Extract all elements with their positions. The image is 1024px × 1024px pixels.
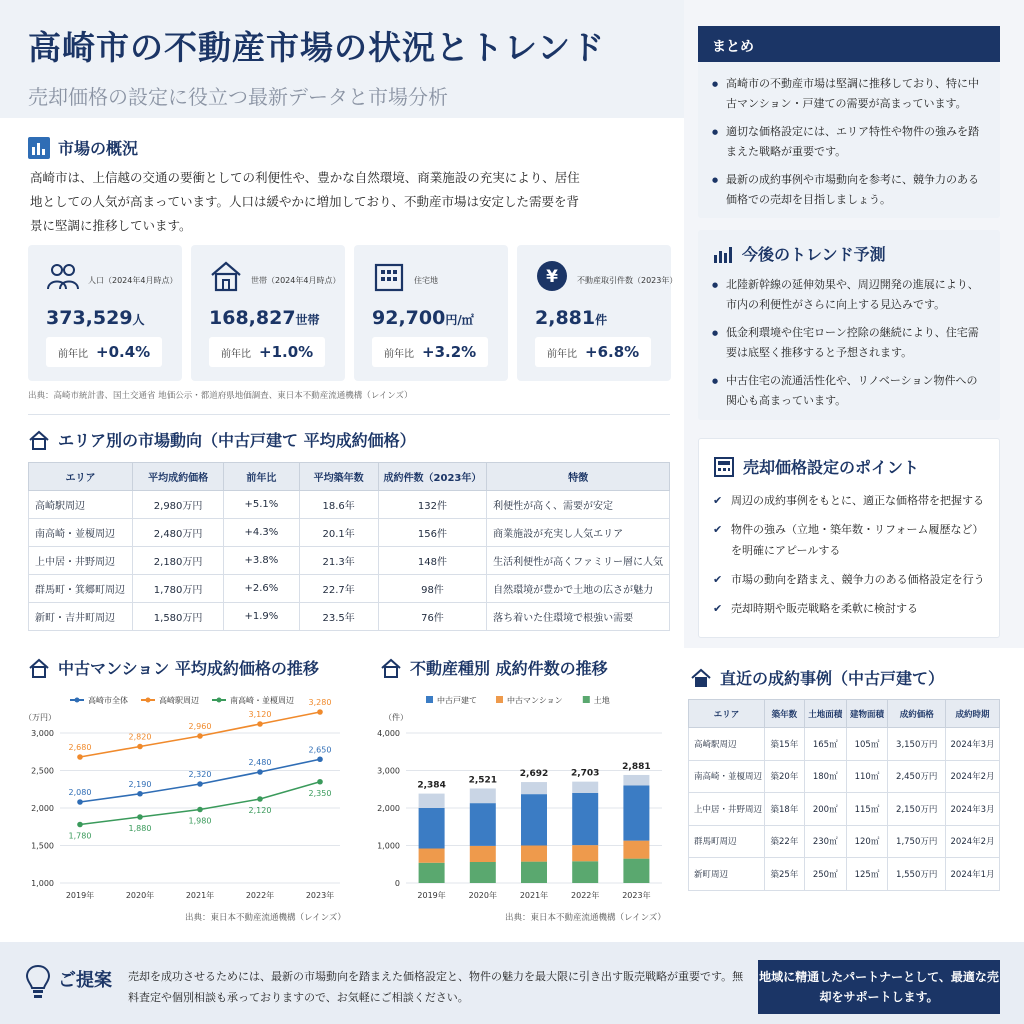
bar-segment bbox=[470, 846, 496, 862]
table-cell: +1.9% bbox=[224, 603, 299, 631]
data-point bbox=[197, 733, 203, 739]
y-tick-label: 3,000 bbox=[31, 729, 54, 738]
legend-swatch bbox=[583, 696, 590, 703]
table-cell: 22.7年 bbox=[299, 575, 378, 603]
page-title: 高崎市の不動産市場の状況とトレンド bbox=[28, 28, 606, 67]
table-cell: 165㎡ bbox=[804, 728, 846, 761]
bar-segment bbox=[623, 841, 649, 859]
table-cell: 132件 bbox=[378, 491, 486, 519]
bar-chart-title: 不動産種別 成約件数の推移 bbox=[410, 659, 608, 678]
table-cell: 200㎡ bbox=[804, 793, 846, 826]
bar-segment bbox=[521, 846, 547, 862]
table-row bbox=[29, 491, 670, 519]
table-header-cell: 築年数 bbox=[765, 700, 805, 728]
bar-total-label: 2,692 bbox=[519, 769, 549, 780]
data-point bbox=[317, 779, 323, 785]
overview-text: 高崎市は、上信越の交通の要衝としての利便性や、豊かな自然環境、商業施設の充実により、居住地としての人気が高まっています。人口は緩やかに増加しており、不動産市場は安定した需要を背景に堅調に推移しています。 bbox=[30, 170, 580, 233]
legend-marker bbox=[217, 698, 222, 703]
bar-segment bbox=[521, 794, 547, 845]
bar-segment bbox=[521, 862, 547, 883]
table-cell: 2024年2月 bbox=[946, 825, 1000, 858]
table-cell: 生活利便性が高くファミリー層に人気 bbox=[487, 547, 670, 575]
table-cell: 新町・吉井町周辺 bbox=[29, 603, 133, 631]
table-cell: 群馬町周辺 bbox=[689, 825, 765, 858]
table-header-cell: エリア bbox=[29, 463, 133, 491]
house-outline-icon bbox=[28, 429, 50, 451]
proposal-text: 売却を成功させるためには、最新の市場動向を踏まえた価格設定と、物件の魅力を最大限に引き出す販売戦略が重要です。無料査定や個別相談も承っておりますので、お気軽にご相談ください。 bbox=[128, 970, 744, 1004]
legend-entry: 高崎市全体 bbox=[88, 696, 128, 705]
kpi-card-transactions bbox=[517, 245, 678, 381]
market-overview-section bbox=[0, 118, 684, 648]
data-label: 2,080 bbox=[68, 788, 92, 797]
kpi-label: 住宅地 bbox=[414, 276, 438, 285]
data-point bbox=[257, 796, 263, 802]
x-tick-label: 2023年 bbox=[305, 891, 335, 900]
kpi-card-households bbox=[191, 245, 345, 381]
bar-chart-heading bbox=[380, 656, 608, 679]
y-tick-label: 1,000 bbox=[31, 879, 54, 888]
table-row bbox=[689, 728, 1000, 761]
data-label: 2,960 bbox=[188, 722, 212, 731]
x-tick-label: 2019年 bbox=[65, 891, 95, 900]
table-cell: 上中居・井野周辺 bbox=[29, 547, 133, 575]
pricing-point: ✔ 周辺の成約事例をもとに、適正な価格帯を把握する bbox=[713, 490, 985, 511]
table-cell: 群馬町・箕郷町周辺 bbox=[29, 575, 133, 603]
legend-entry: 南高崎・並榎周辺 bbox=[230, 696, 294, 705]
people-icon bbox=[46, 259, 80, 293]
table-cell: 156件 bbox=[378, 519, 486, 547]
bar-segment-other bbox=[470, 788, 496, 803]
summary-item: ● 適切な価格設定には、エリア特性や物件の強みを踏まえた戦略が重要です。 bbox=[712, 122, 986, 162]
table-cell: +5.1% bbox=[224, 491, 299, 519]
pricing-heading bbox=[713, 455, 985, 478]
kpi-value: 373,529人 bbox=[46, 307, 145, 329]
table-header-cell: 前年比 bbox=[224, 463, 299, 491]
table-cell: 2024年3月 bbox=[946, 728, 1000, 761]
bar-segment bbox=[623, 786, 649, 841]
data-point bbox=[137, 814, 143, 820]
house-outline-icon bbox=[28, 657, 50, 679]
x-tick-label: 2022年 bbox=[571, 891, 600, 900]
data-label: 2,650 bbox=[308, 745, 332, 755]
data-point bbox=[77, 754, 83, 760]
kpi-label: 人口（2024年4月時点） bbox=[88, 276, 178, 285]
building-icon bbox=[372, 259, 406, 293]
data-label: 3,280 bbox=[308, 698, 332, 707]
table-cell: 2,150万円 bbox=[888, 793, 946, 826]
bar-segment bbox=[572, 861, 598, 883]
kpi-yoy: 前年比 +6.8% bbox=[535, 337, 651, 367]
summary-item: ● 最新の成約事例や市場動向を参考に、競争力のある価格での売却を目指しましょう。 bbox=[712, 170, 986, 210]
x-tick-label: 2020年 bbox=[468, 891, 497, 900]
bar-segment bbox=[623, 859, 649, 883]
data-label: 2,350 bbox=[308, 788, 332, 798]
bar-segment bbox=[470, 862, 496, 883]
table-header-cell: 成約価格 bbox=[888, 700, 946, 728]
legend-marker bbox=[146, 698, 151, 703]
table-cell: 125㎡ bbox=[846, 858, 888, 891]
line-chart-title: 中古マンション 平均成約価格の推移 bbox=[58, 659, 319, 678]
data-point bbox=[197, 807, 203, 813]
data-label: 3,120 bbox=[248, 710, 272, 719]
table-cell: +4.3% bbox=[224, 519, 299, 547]
table-header-cell: 成約時期 bbox=[946, 700, 1000, 728]
table-cell: 180㎡ bbox=[804, 760, 846, 793]
bar-segment-other bbox=[572, 782, 598, 793]
data-label: 2,480 bbox=[248, 758, 272, 767]
line-chart bbox=[20, 686, 360, 908]
table-cell: 18.6年 bbox=[299, 491, 378, 519]
y-tick-label: 3,000 bbox=[377, 766, 400, 776]
yen-icon bbox=[535, 259, 569, 293]
line-chart-source: 出典：東日本不動産流通機構（レインズ） bbox=[185, 913, 346, 923]
table-cell: 120㎡ bbox=[846, 825, 888, 858]
house-outline-icon bbox=[380, 657, 402, 679]
data-point bbox=[77, 822, 83, 828]
house-icon bbox=[209, 259, 243, 293]
summary-panel bbox=[698, 62, 1000, 218]
table-row bbox=[29, 547, 670, 575]
summary-list bbox=[712, 74, 986, 210]
proposal-title: ご提案 bbox=[58, 970, 112, 991]
table-cell: 110㎡ bbox=[846, 760, 888, 793]
table-cell: 築25年 bbox=[765, 858, 805, 891]
bar-total-label: 2,384 bbox=[417, 780, 446, 791]
pricing-list bbox=[713, 490, 985, 619]
table-cell: 20.1年 bbox=[299, 519, 378, 547]
bar-chart-source: 出典：東日本不動産流通機構（レインズ） bbox=[505, 913, 666, 923]
data-label: 1,780 bbox=[68, 831, 92, 841]
table-cell: 上中居・井野周辺 bbox=[689, 793, 765, 826]
pricing-point: ✔ 市場の動向を踏まえ、競争力のある価格設定を行う bbox=[713, 569, 985, 590]
table-cell: 2,480万円 bbox=[132, 519, 223, 547]
bar-segment bbox=[419, 863, 445, 883]
bar-segment bbox=[419, 808, 445, 849]
kpi-value: 168,827世帯 bbox=[209, 307, 320, 329]
table-cell: 2,450万円 bbox=[888, 760, 946, 793]
bar-chart-icon bbox=[712, 243, 734, 265]
table-cell: 2024年3月 bbox=[946, 793, 1000, 826]
y-tick-label: 0 bbox=[394, 879, 400, 888]
house-yen-icon bbox=[690, 667, 712, 689]
table-cell: 2024年2月 bbox=[946, 760, 1000, 793]
trend-item: ● 低金利環境や住宅ローン控除の継続により、住宅需要は底堅く推移すると予想されます。 bbox=[712, 323, 986, 363]
trend-title: 今後のトレンド予測 bbox=[742, 245, 886, 264]
line-chart-heading bbox=[28, 656, 319, 679]
data-point bbox=[137, 791, 143, 797]
data-label: 2,190 bbox=[128, 779, 152, 789]
divider bbox=[28, 414, 670, 415]
legend-swatch bbox=[496, 696, 503, 703]
bar-total-label: 2,703 bbox=[570, 768, 600, 779]
table-cell: 2024年1月 bbox=[946, 858, 1000, 891]
area-table-title: エリア別の市場動向（中古戸建て 平均成約価格） bbox=[58, 431, 416, 450]
data-label: 2,120 bbox=[248, 806, 272, 815]
y-tick-label: 4,000 bbox=[377, 729, 400, 738]
table-cell: 105㎡ bbox=[846, 728, 888, 761]
data-point bbox=[257, 769, 263, 775]
bar-segment bbox=[572, 793, 598, 845]
table-cell: 230㎡ bbox=[804, 825, 846, 858]
table-cell: 250㎡ bbox=[804, 858, 846, 891]
x-tick-label: 2020年 bbox=[125, 891, 155, 900]
data-label: 2,820 bbox=[128, 732, 152, 742]
x-tick-label: 2021年 bbox=[519, 891, 549, 900]
table-header-cell: 平均成約価格 bbox=[132, 463, 223, 491]
trend-heading bbox=[712, 242, 986, 265]
table-cell: 高崎駅周辺 bbox=[689, 728, 765, 761]
table-row bbox=[689, 858, 1000, 891]
legend-entry: 中古マンション bbox=[507, 696, 563, 705]
x-tick-label: 2023年 bbox=[622, 891, 651, 900]
table-cell: 築15年 bbox=[765, 728, 805, 761]
cases-heading bbox=[690, 666, 944, 689]
table-cell: 2,180万円 bbox=[132, 547, 223, 575]
table-cell: 21.3年 bbox=[299, 547, 378, 575]
table-row bbox=[29, 603, 670, 631]
table-header-cell: 平均築年数 bbox=[299, 463, 378, 491]
pricing-point: ✔ 売却時期や販売戦略を柔軟に検討する bbox=[713, 598, 985, 619]
area-market-table bbox=[28, 462, 670, 631]
table-cell: +2.6% bbox=[224, 575, 299, 603]
table-cell: 築18年 bbox=[765, 793, 805, 826]
kpi-yoy: 前年比 +0.4% bbox=[46, 337, 162, 367]
table-cell: +3.8% bbox=[224, 547, 299, 575]
area-table-heading bbox=[28, 428, 416, 451]
y-tick-label: 2,500 bbox=[31, 766, 54, 776]
page-header bbox=[0, 0, 684, 118]
table-header-cell: 建物面積 bbox=[846, 700, 888, 728]
bar-segment bbox=[470, 803, 496, 846]
data-point bbox=[77, 799, 83, 805]
pricing-point: ✔ 物件の強み（立地・築年数・リフォーム履歴など）を明確にアピールする bbox=[713, 519, 985, 561]
bar-segment-other bbox=[623, 775, 649, 786]
recent-cases-table bbox=[688, 699, 1000, 891]
kpi-label: 不動産取引件数（2023年） bbox=[577, 276, 678, 285]
y-tick-label: 2,000 bbox=[377, 804, 400, 813]
x-tick-label: 2021年 bbox=[185, 891, 215, 900]
table-header-cell: 特徴 bbox=[487, 463, 670, 491]
table-cell: 新町周辺 bbox=[689, 858, 765, 891]
trend-list bbox=[712, 275, 986, 411]
data-label: 1,980 bbox=[188, 816, 212, 826]
table-cell: 98件 bbox=[378, 575, 486, 603]
table-cell: 2,980万円 bbox=[132, 491, 223, 519]
y-axis-label: （万円） bbox=[24, 713, 56, 722]
kpi-source-note: 出典：高崎市統計書、国土交通省 地価公示・都道府県地価調査、東日本不動産流通機構（レインズ） bbox=[28, 391, 413, 401]
trend-item: ● 北陸新幹線の延伸効果や、周辺開発の進展により、市内の利便性がさらに向上する見込みです。 bbox=[712, 275, 986, 315]
bar-segment-other bbox=[419, 794, 445, 808]
table-cell: 南高崎・並榎周辺 bbox=[689, 760, 765, 793]
table-cell: 1,750万円 bbox=[888, 825, 946, 858]
table-cell: 自然環境が豊かで土地の広さが魅力 bbox=[487, 575, 670, 603]
data-point bbox=[197, 781, 203, 787]
table-cell: 築20年 bbox=[765, 760, 805, 793]
kpi-yoy: 前年比 +1.0% bbox=[209, 337, 325, 367]
data-label: 2,680 bbox=[68, 743, 92, 752]
bar-segment-other bbox=[521, 782, 547, 794]
table-cell: 1,550万円 bbox=[888, 858, 946, 891]
table-cell: 115㎡ bbox=[846, 793, 888, 826]
table-header-cell: エリア bbox=[689, 700, 765, 728]
data-label: 1,880 bbox=[128, 824, 152, 833]
data-point bbox=[317, 756, 323, 762]
kpi-label: 世帯（2024年4月時点） bbox=[251, 276, 341, 285]
chart-building-icon bbox=[28, 137, 50, 159]
table-cell: 高崎駅周辺 bbox=[29, 491, 133, 519]
table-row bbox=[689, 793, 1000, 826]
y-tick-label: 2,000 bbox=[31, 804, 54, 813]
svg-text:¥: ¥ bbox=[546, 267, 558, 287]
cases-title: 直近の成約事例（中古戸建て） bbox=[720, 669, 945, 688]
table-header-cell: 成約件数（2023年） bbox=[378, 463, 486, 491]
table-cell: 1,780万円 bbox=[132, 575, 223, 603]
kpi-value: 2,881件 bbox=[535, 307, 608, 329]
table-cell: 商業施設が充実し人気エリア bbox=[487, 519, 670, 547]
bar-total-label: 2,881 bbox=[622, 761, 651, 772]
data-point bbox=[257, 721, 263, 727]
table-row bbox=[689, 825, 1000, 858]
table-cell: 落ち着いた住環境で根強い需要 bbox=[487, 603, 670, 631]
bar-chart bbox=[372, 686, 672, 908]
table-cell: 築22年 bbox=[765, 825, 805, 858]
table-row bbox=[29, 575, 670, 603]
bar-segment bbox=[419, 849, 445, 863]
y-tick-label: 1,500 bbox=[31, 841, 54, 851]
trend-item: ● 中古住宅の流通活性化や、リノベーション物件への関心も高まっています。 bbox=[712, 371, 986, 411]
series-line bbox=[80, 759, 320, 802]
pricing-panel bbox=[698, 438, 1000, 638]
legend-entry: 中古戸建て bbox=[437, 696, 477, 705]
kpi-yoy: 前年比 +3.2% bbox=[372, 337, 488, 367]
y-axis-label: （件） bbox=[384, 713, 408, 722]
calculator-icon bbox=[713, 456, 735, 478]
table-header-cell: 土地面積 bbox=[804, 700, 846, 728]
lightbulb-icon bbox=[24, 962, 52, 1000]
data-point bbox=[137, 744, 143, 750]
overview-title: 市場の概況 bbox=[58, 139, 139, 158]
table-cell: 76件 bbox=[378, 603, 486, 631]
x-tick-label: 2022年 bbox=[245, 891, 275, 900]
bar-segment bbox=[572, 845, 598, 861]
trend-panel bbox=[698, 230, 1000, 420]
legend-entry: 土地 bbox=[593, 696, 610, 705]
table-cell: 3,150万円 bbox=[888, 728, 946, 761]
x-tick-label: 2019年 bbox=[417, 891, 446, 900]
kpi-card-population bbox=[28, 245, 182, 381]
table-cell: 1,580万円 bbox=[132, 603, 223, 631]
legend-marker bbox=[75, 698, 80, 703]
y-tick-label: 1,000 bbox=[377, 841, 400, 851]
summary-header: まとめ bbox=[698, 26, 1000, 62]
summary-item: ● 高崎市の不動産市場は堅調に推移しており、特に中古マンション・戸建ての需要が高まっています。 bbox=[712, 74, 986, 114]
data-point bbox=[317, 709, 323, 715]
kpi-value: 92,700円/㎡ bbox=[372, 307, 474, 329]
legend-swatch bbox=[426, 696, 433, 703]
page-subtitle: 売却価格の設定に役立つ最新データと市場分析 bbox=[28, 85, 448, 109]
data-label: 2,320 bbox=[188, 770, 212, 779]
table-cell: 23.5年 bbox=[299, 603, 378, 631]
pricing-title: 売却価格設定のポイント bbox=[743, 458, 920, 477]
legend-entry: 高崎駅周辺 bbox=[159, 696, 199, 705]
table-cell: 利便性が高く、需要が安定 bbox=[487, 491, 670, 519]
table-cell: 148件 bbox=[378, 547, 486, 575]
table-row bbox=[689, 760, 1000, 793]
bar-total-label: 2,521 bbox=[468, 775, 498, 786]
table-row bbox=[29, 519, 670, 547]
partner-banner: 地域に精通したパートナーとして、最適な売却をサポートします。 bbox=[758, 960, 1000, 1014]
overview-heading bbox=[28, 136, 138, 159]
kpi-card-land-price bbox=[354, 245, 508, 381]
table-cell: 南高崎・並榎周辺 bbox=[29, 519, 133, 547]
